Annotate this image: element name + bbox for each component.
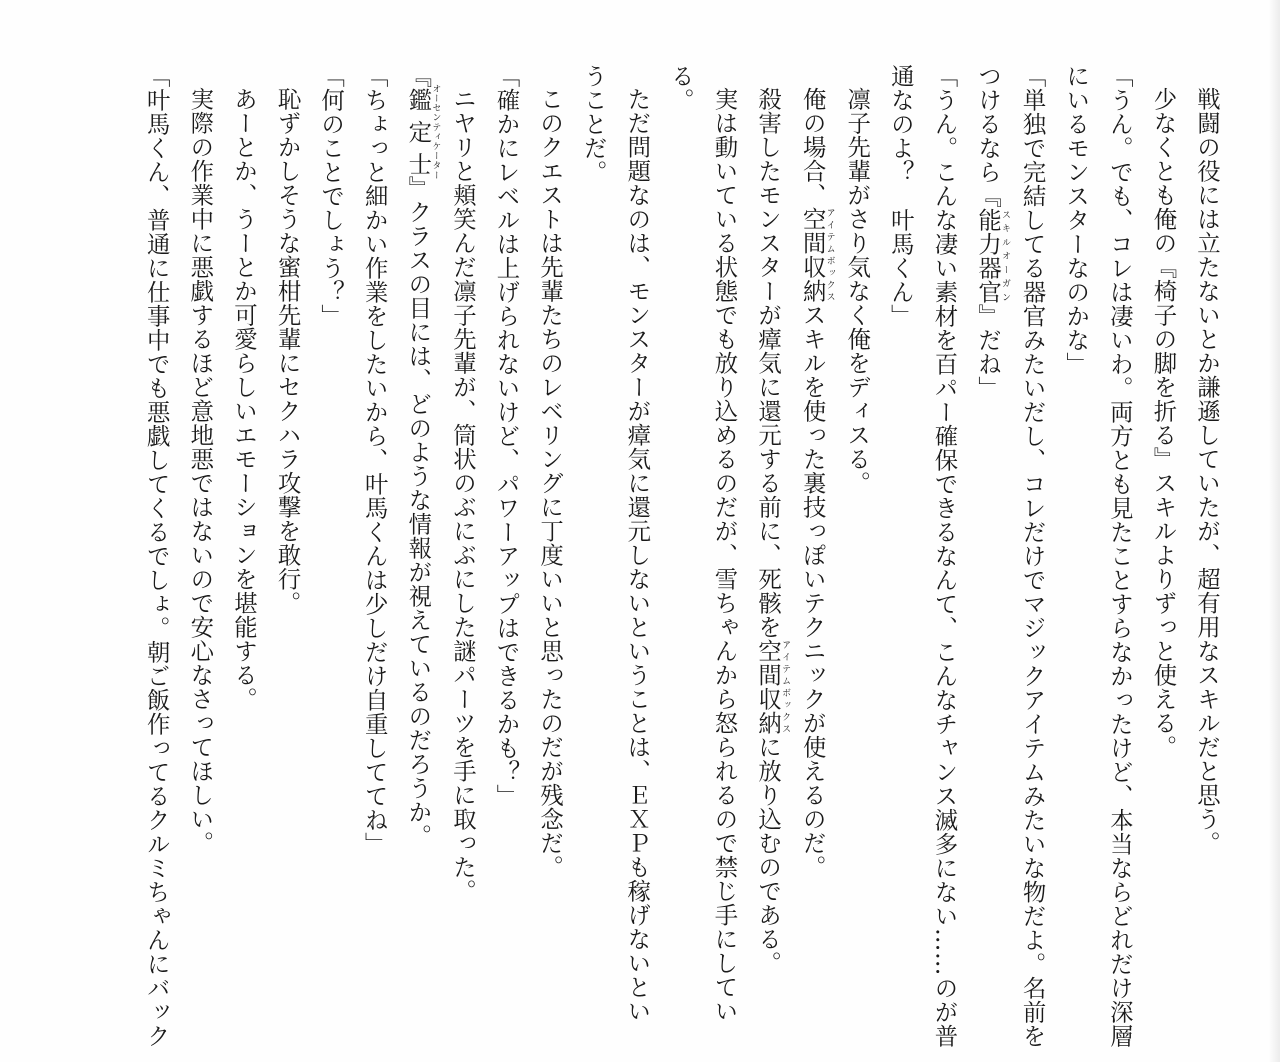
text-line: 「うん。でも、コレは凄いわ。両方とも見たことすらなかったけど、本当ならどれだけ深層 xyxy=(1105,64,1134,1048)
text-line: 実際の作業中に悪戯するほど意地悪ではないので安心なさってほしい。 xyxy=(186,87,215,856)
text-line: ただ問題なのは、モンスターが瘴気に還元しないということは、ＥＸＰも稼げないとい xyxy=(623,87,652,1024)
text-line: 恥ずかしそうな蜜柑先輩にセクハラ攻撃を敢行。 xyxy=(273,87,302,616)
text-line: 実は動いている状態でも放り込めるのだが、雪ちゃんから怒られるので禁じ手にしてい xyxy=(710,87,739,1024)
text-line: 戦闘の役には立たないとか謙遜していたが、超有用なスキルだと思う。 xyxy=(1193,87,1221,856)
ruby-annotation: 空間収納アイテムボックス xyxy=(798,207,835,304)
text-line: このクエストは先輩たちのレベリングに丁度いいと思ったのだが残念だ。 xyxy=(536,87,565,880)
text-line: 凛子先輩がさり気なく俺をディスる。 xyxy=(843,87,872,496)
text-line: 「叶馬くん、普通に仕事中でも悪戯してくるでしょ。朝ご飯作ってるクルミちゃんにバック xyxy=(142,64,171,1048)
vertical-text-body xyxy=(38,64,1228,1048)
ruby-annotation: 鑑定士オーセンティケーター xyxy=(404,84,441,180)
text-line: 少なくとも俺の『椅子の脚を折る』スキルよりずっと使える。 xyxy=(1149,87,1178,760)
text-line: 「単独で完結してる器官みたいだし、コレだけでマジックアイテムみたいな物だよ。名前を xyxy=(1018,64,1047,1048)
text-line: 「ちょっと細かい作業をしたいから、叶馬くんは少しだけ自重しててね」 xyxy=(360,64,389,856)
text-line: 『鑑定士オーセンティケーター』クラスの目には、どのような情報が視えているのだろうか。 xyxy=(404,64,441,848)
text-line: 通なのよ？ 叶馬くん」 xyxy=(886,64,915,328)
text-line: 「確かにレベルは上げられないけど、パワーアップはできるかも？」 xyxy=(492,64,521,808)
text-line: あーとか、うーとか可愛らしいエモーションを堪能する。 xyxy=(229,87,258,712)
text-line: る。 xyxy=(666,64,695,112)
text-line: ニヤリと頬笑んだ凛子先輩が、筒状のぶにぶにした謎パーツを手に取った。 xyxy=(448,87,477,904)
ruby-annotation: 能力器官スキルオーガン xyxy=(974,208,1011,304)
ruby-annotation: 空間収納アイテムボックス xyxy=(754,639,791,736)
text-line: にいるモンスターなのかな」 xyxy=(1062,64,1091,376)
text-line: 殺害したモンスターが瘴気に還元する前に、死骸を空間収納アイテムボックスに放り込むのである。 xyxy=(754,87,791,976)
text-line: うことだ。 xyxy=(579,64,608,184)
text-line: 「うん。こんな凄い素材を百パー確保できるなんて、こんなチャンス滅多にない……のが普 xyxy=(930,64,959,1048)
page-edge xyxy=(1268,0,1280,1062)
text-line: つけるなら『能力器官スキルオーガン』だね」 xyxy=(974,64,1011,400)
text-line: 俺の場合、空間収納アイテムボックススキルを使った裏技っぽいテクニックが使えるのだ。 xyxy=(798,87,835,880)
text-line: 「何のことでしょう？」 xyxy=(317,64,346,328)
